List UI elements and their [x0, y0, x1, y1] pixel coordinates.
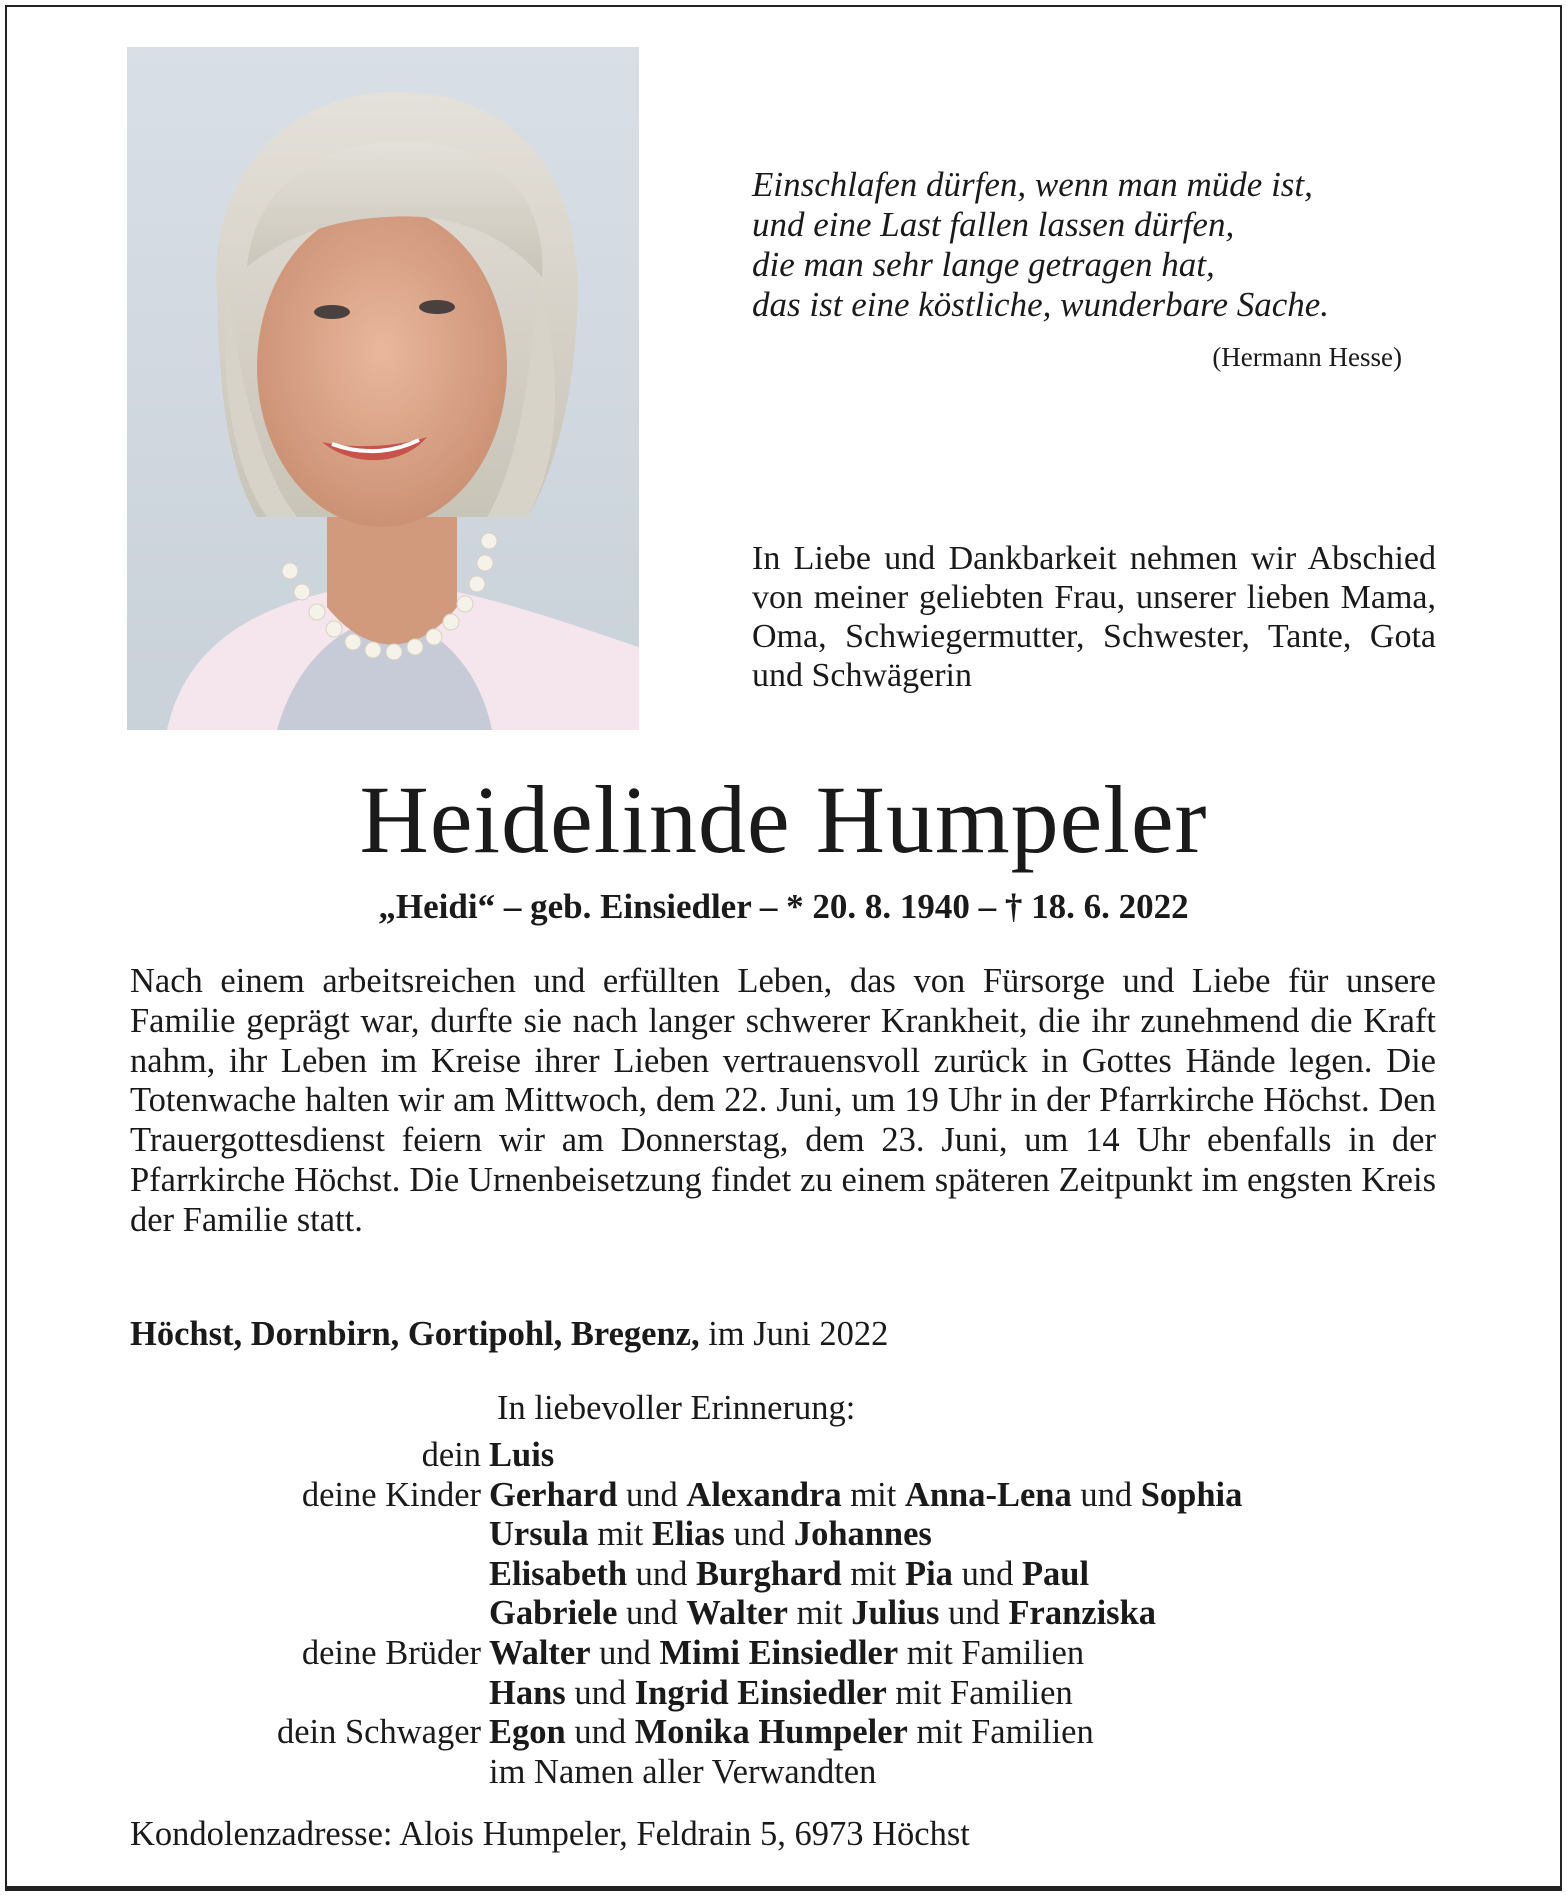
mourner-name: Luis	[489, 1436, 555, 1474]
mourner-connector: mit Familien	[886, 1673, 1073, 1712]
date: im Juni 2022	[699, 1315, 889, 1353]
places-date	[130, 1314, 1436, 1354]
mourner-name: Pia	[905, 1554, 953, 1593]
poem-line: das ist eine köstliche, wunderbare Sache.	[752, 285, 1330, 324]
mourner-connector: mit	[588, 1515, 652, 1554]
condolence-address: Kondolenzadresse: Alois Humpeler, Feldrain 5, 6973 Höchst	[130, 1815, 970, 1853]
mourner-connector: mit	[787, 1594, 852, 1633]
mourner-names	[489, 1674, 1073, 1714]
mourner-connector: und	[627, 1554, 697, 1593]
mourner-name: Franziska	[1008, 1594, 1157, 1633]
mourner-connector: und	[724, 1515, 794, 1554]
mourner-connector: und	[565, 1713, 635, 1752]
mourner-row	[0, 1674, 1567, 1714]
mourners-list	[0, 1436, 1567, 1792]
mourner-name: Mimi Einsiedler	[659, 1633, 899, 1672]
mourner-connector: mit Familien	[907, 1713, 1094, 1752]
mourner-relation	[0, 1594, 489, 1634]
mourner-relation: deine Brüder	[301, 1633, 481, 1672]
mourner-name: Elias	[651, 1515, 725, 1554]
deceased-name: Heidelinde Humpeler	[359, 766, 1208, 873]
mourner-connector: und	[1071, 1475, 1141, 1514]
mourner-row	[0, 1634, 1567, 1674]
mourner-names	[489, 1594, 1156, 1634]
mourner-relation	[0, 1753, 489, 1793]
memory-heading: In liebevoller Erinnerung:	[497, 1389, 856, 1427]
mourner-connector: und	[565, 1673, 635, 1712]
mourner-name: Ursula	[489, 1515, 589, 1554]
poem-author: (Hermann Hesse)	[1212, 342, 1402, 372]
mourner-names	[489, 1436, 554, 1476]
mourner-name: Johannes	[793, 1515, 932, 1554]
mourner-connector: und	[617, 1594, 687, 1633]
mourner-names	[489, 1713, 1094, 1753]
mourner-relation	[0, 1555, 489, 1595]
deceased-details: „Heidi“ – geb. Einsiedler – * 20. 8. 1940 – † 18. 6. 2022	[378, 887, 1189, 926]
mourner-name: Sophia	[1140, 1475, 1243, 1514]
mourner-relation	[0, 1674, 489, 1714]
mourner-relation: dein Schwager	[276, 1713, 481, 1752]
mourner-names	[489, 1753, 876, 1793]
mourner-name: Walter	[489, 1633, 591, 1672]
mourner-connector: mit	[841, 1475, 905, 1514]
obituary-body: Nach einem arbeitsreichen und erfüllten Leben, das von Fürsorge und Liebe für unsere Familie geprägt war, durfte sie nach langer schwerer Krankheit, die ihr zunehmend die Kraft nahm, ihr Leben im Kreise ihrer Lieben vertrauensvoll zurück in Gottes Hände legen. Die Totenwache halten wir am Mittwoch, dem 22. Juni, um 19 Uhr in der Pfarrkirche Höchst. Den Trauergottesdienst feiern wir am Donnerstag, dem 23. Juni, um 14 Uhr ebenfalls in der Pfarrkirche Höchst. Die Urnenbeisetzung findet zu einem späteren Zeitpunkt im engsten Kreis der Familie statt.	[130, 962, 1436, 1239]
poem-line: und eine Last fallen lassen dürfen,	[752, 205, 1235, 244]
portrait-photo	[127, 47, 639, 730]
mourner-connector: und	[939, 1594, 1009, 1633]
mourner-name: Paul	[1021, 1554, 1090, 1593]
mourner-row	[0, 1713, 1567, 1753]
mourner-name: Gerhard	[489, 1475, 618, 1514]
mourner-row	[0, 1436, 1567, 1476]
mourner-connector: mit Familien	[898, 1633, 1085, 1672]
mourner-name: Julius	[851, 1594, 940, 1633]
mourner-row	[0, 1555, 1567, 1595]
mourner-relation	[0, 1515, 489, 1555]
mourner-name: Egon	[489, 1713, 566, 1752]
mourner-row	[0, 1594, 1567, 1634]
mourner-name: Elisabeth	[489, 1554, 628, 1593]
mourner-names	[489, 1476, 1242, 1516]
mourner-relation: dein	[421, 1436, 481, 1474]
mourner-row	[0, 1515, 1567, 1555]
mourner-relation: deine Kinder	[301, 1475, 481, 1514]
mourner-name: Alexandra	[686, 1475, 842, 1514]
mourner-names	[489, 1555, 1089, 1595]
mourner-connector: im Namen aller Verwandten	[489, 1752, 877, 1791]
mourner-connector: und	[590, 1633, 660, 1672]
mourner-name: Walter	[686, 1594, 788, 1633]
poem	[752, 165, 1412, 325]
mourner-name: Ingrid Einsiedler	[634, 1673, 887, 1712]
mourner-names	[489, 1515, 932, 1555]
poem-line: Einschlafen dürfen, wenn man müde ist,	[752, 165, 1313, 204]
poem-line: die man sehr lange getragen hat,	[752, 245, 1215, 284]
mourner-connector: mit	[841, 1554, 906, 1593]
mourner-names	[489, 1634, 1084, 1674]
mourner-name: Gabriele	[489, 1594, 618, 1633]
places: Höchst, Dornbirn, Gortipohl, Bregenz,	[130, 1315, 700, 1353]
intro-text: In Liebe und Dankbarkeit nehmen wir Abschied von meiner geliebten Frau, unserer lieben Mama, Oma, Schwiegermutter, Schwester, Tante, Gota und Schwägerin	[752, 540, 1436, 694]
mourner-name: Anna-Lena	[904, 1475, 1072, 1514]
mourner-connector: und	[952, 1554, 1022, 1593]
mourner-name: Hans	[489, 1673, 566, 1712]
mourner-row	[0, 1753, 1567, 1793]
mourner-name: Burghard	[696, 1554, 842, 1593]
mourner-connector: und	[617, 1475, 687, 1514]
mourner-name: Monika Humpeler	[634, 1713, 908, 1752]
mourner-row	[0, 1476, 1567, 1516]
